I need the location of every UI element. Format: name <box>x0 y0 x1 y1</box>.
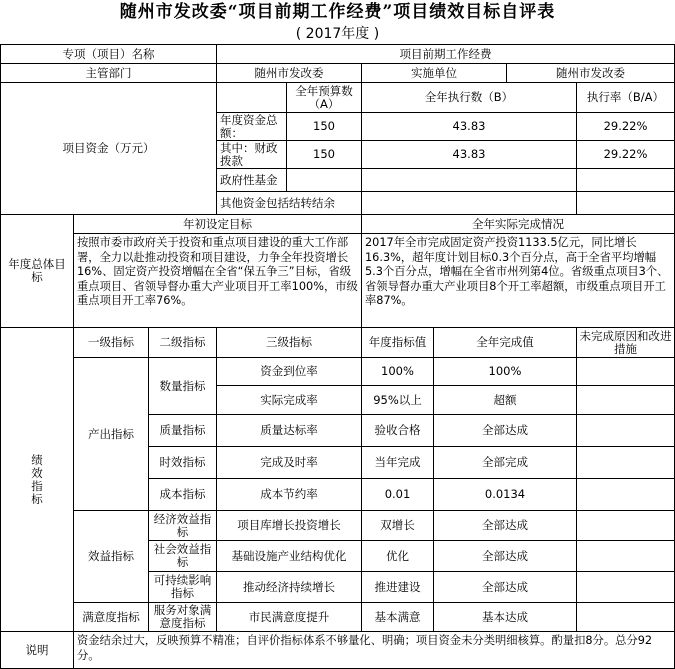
level3-done: 0.0134 <box>434 479 577 511</box>
level2-service: 服务对象满意度指标 <box>149 603 217 632</box>
ind-header-level1: 一级指标 <box>74 328 149 358</box>
funds-corner <box>217 83 287 113</box>
level3-target: 推进建设 <box>362 572 434 603</box>
level3-name: 质量达标率 <box>217 415 362 447</box>
ind-header-target: 年度指标值 <box>362 328 434 358</box>
level3-target: 优化 <box>362 541 434 572</box>
dept-label: 主管部门 <box>1 64 217 83</box>
ind-header-done: 全年完成值 <box>434 328 577 358</box>
ind-header-level2: 二级指标 <box>149 328 217 358</box>
fund-row-exec: 43.83 <box>362 113 577 141</box>
fund-row-rate <box>577 169 675 192</box>
level2-cost: 成本指标 <box>149 479 217 511</box>
level3-reason <box>577 386 675 415</box>
goals-set-text: 按照市委市政府关于投资和重点项目建设的重大工作部署，全力以赴推动投资和项目建设，力争全年投资增长16%、固定资产投资增幅在全省“保五争三”目标，省级重点项目、省领导督办重大产业项目开工率100%，市级重点项目开工率76%。 <box>74 234 362 328</box>
fund-row-label: 其他资金包括结转结余 <box>217 192 362 215</box>
level3-reason <box>577 603 675 632</box>
note-label: 说明 <box>1 632 74 669</box>
level3-reason <box>577 572 675 603</box>
fund-row-label: 年度资金总额： <box>217 113 287 141</box>
level2-sustainable: 可持续影响指标 <box>149 572 217 603</box>
sheet-title: 随州市发改委“项目前期工作经费”项目绩效目标自评表 <box>0 0 675 24</box>
level3-name: 完成及时率 <box>217 447 362 479</box>
fund-row-label: 政府性基金 <box>217 169 287 192</box>
level3-done: 全部达成 <box>434 415 577 447</box>
level3-reason <box>577 447 675 479</box>
project-name-label: 专项（项目）名称 <box>1 45 217 64</box>
ind-header-level3: 三级指标 <box>217 328 362 358</box>
funds-col-rate: 执行率（B/A） <box>577 83 675 113</box>
indicators-side-label <box>1 328 74 632</box>
level3-reason <box>577 541 675 572</box>
level3-name: 基础设施产业结构优化 <box>217 541 362 572</box>
level3-target: 当年完成 <box>362 447 434 479</box>
fund-row-rate: 29.22% <box>577 113 675 141</box>
level3-done: 基本达成 <box>434 603 577 632</box>
ind-header-reason: 未完成原因和改进措施 <box>577 328 675 358</box>
fund-row-budget <box>287 169 362 192</box>
level2-economic: 经济效益指标 <box>149 511 217 541</box>
impl-label: 实施单位 <box>362 64 507 83</box>
level3-target: 验收合格 <box>362 415 434 447</box>
level3-name: 成本节约率 <box>217 479 362 511</box>
level3-target: 95%以上 <box>362 386 434 415</box>
year-label: ( 2017年度 ) <box>0 24 675 44</box>
fund-row-budget: 150 <box>287 141 362 169</box>
level3-name: 实际完成率 <box>217 386 362 415</box>
goals-actual-header: 全年实际完成情况 <box>362 215 675 234</box>
level3-done: 超额 <box>434 386 577 415</box>
goals-label: 年度总体目标 <box>1 215 74 328</box>
level3-reason <box>577 511 675 541</box>
project-name-value: 项目前期工作经费 <box>217 45 675 64</box>
dept-value: 随州市发改委 <box>217 64 362 83</box>
funds-col-budget: 全年预算数（A） <box>287 83 362 113</box>
goals-actual-text: 2017年全市完成固定资产投资1133.5亿元，同比增长16.3%，超年度计划目标0.3个百分点，高于全省平均增幅5.3个百分点，增幅在全省市州列第4位。省级重点项目3个、省领导督办重大产业项目8个开工率超额，市级重点项目开工率87%。 <box>362 234 675 328</box>
fund-row-rate <box>577 192 675 215</box>
level3-reason <box>577 479 675 511</box>
indicators-side-text: 绩效指标 <box>31 452 43 506</box>
level3-target: 基本满意 <box>362 603 434 632</box>
fund-row-exec: 43.83 <box>362 141 577 169</box>
level3-name: 资金到位率 <box>217 358 362 386</box>
level3-name: 推动经济持续增长 <box>217 572 362 603</box>
level3-done: 全部达成 <box>434 541 577 572</box>
fund-row-exec <box>362 169 577 192</box>
level1-benefit: 效益指标 <box>74 511 149 603</box>
level1-satisfaction: 满意度指标 <box>74 603 149 632</box>
fund-row-label: 其中：财政拨款 <box>217 141 287 169</box>
level3-reason <box>577 415 675 447</box>
funds-label: 项目资金（万元） <box>1 83 217 215</box>
level3-name: 项目库增长投资增长 <box>217 511 362 541</box>
fund-row-budget: 150 <box>287 113 362 141</box>
goals-set-header: 年初设定目标 <box>74 215 362 234</box>
level2-quality: 质量指标 <box>149 415 217 447</box>
level2-social: 社会效益指标 <box>149 541 217 572</box>
fund-row-exec <box>362 192 577 215</box>
level3-target: 100% <box>362 358 434 386</box>
level3-done: 全部达成 <box>434 511 577 541</box>
fund-row-rate: 29.22% <box>577 141 675 169</box>
level3-done: 全部完成 <box>434 447 577 479</box>
level1-output: 产出指标 <box>74 358 149 511</box>
level3-target: 0.01 <box>362 479 434 511</box>
level3-reason <box>577 358 675 386</box>
level3-target: 双增长 <box>362 511 434 541</box>
level3-done: 100% <box>434 358 577 386</box>
funds-col-exec: 全年执行数（B） <box>362 83 577 113</box>
level3-done: 全部达成 <box>434 572 577 603</box>
note-text: 资金结余过大，反映预算不精准；自评价指标体系不够量化、明确；项目资金未分类明细核算。酌量扣8分。总分92分。 <box>74 632 675 669</box>
level2-timeliness: 时效指标 <box>149 447 217 479</box>
impl-value: 随州市发改委 <box>507 64 675 83</box>
level2-quantity: 数量指标 <box>149 358 217 415</box>
level3-name: 市民满意度提升 <box>217 603 362 632</box>
